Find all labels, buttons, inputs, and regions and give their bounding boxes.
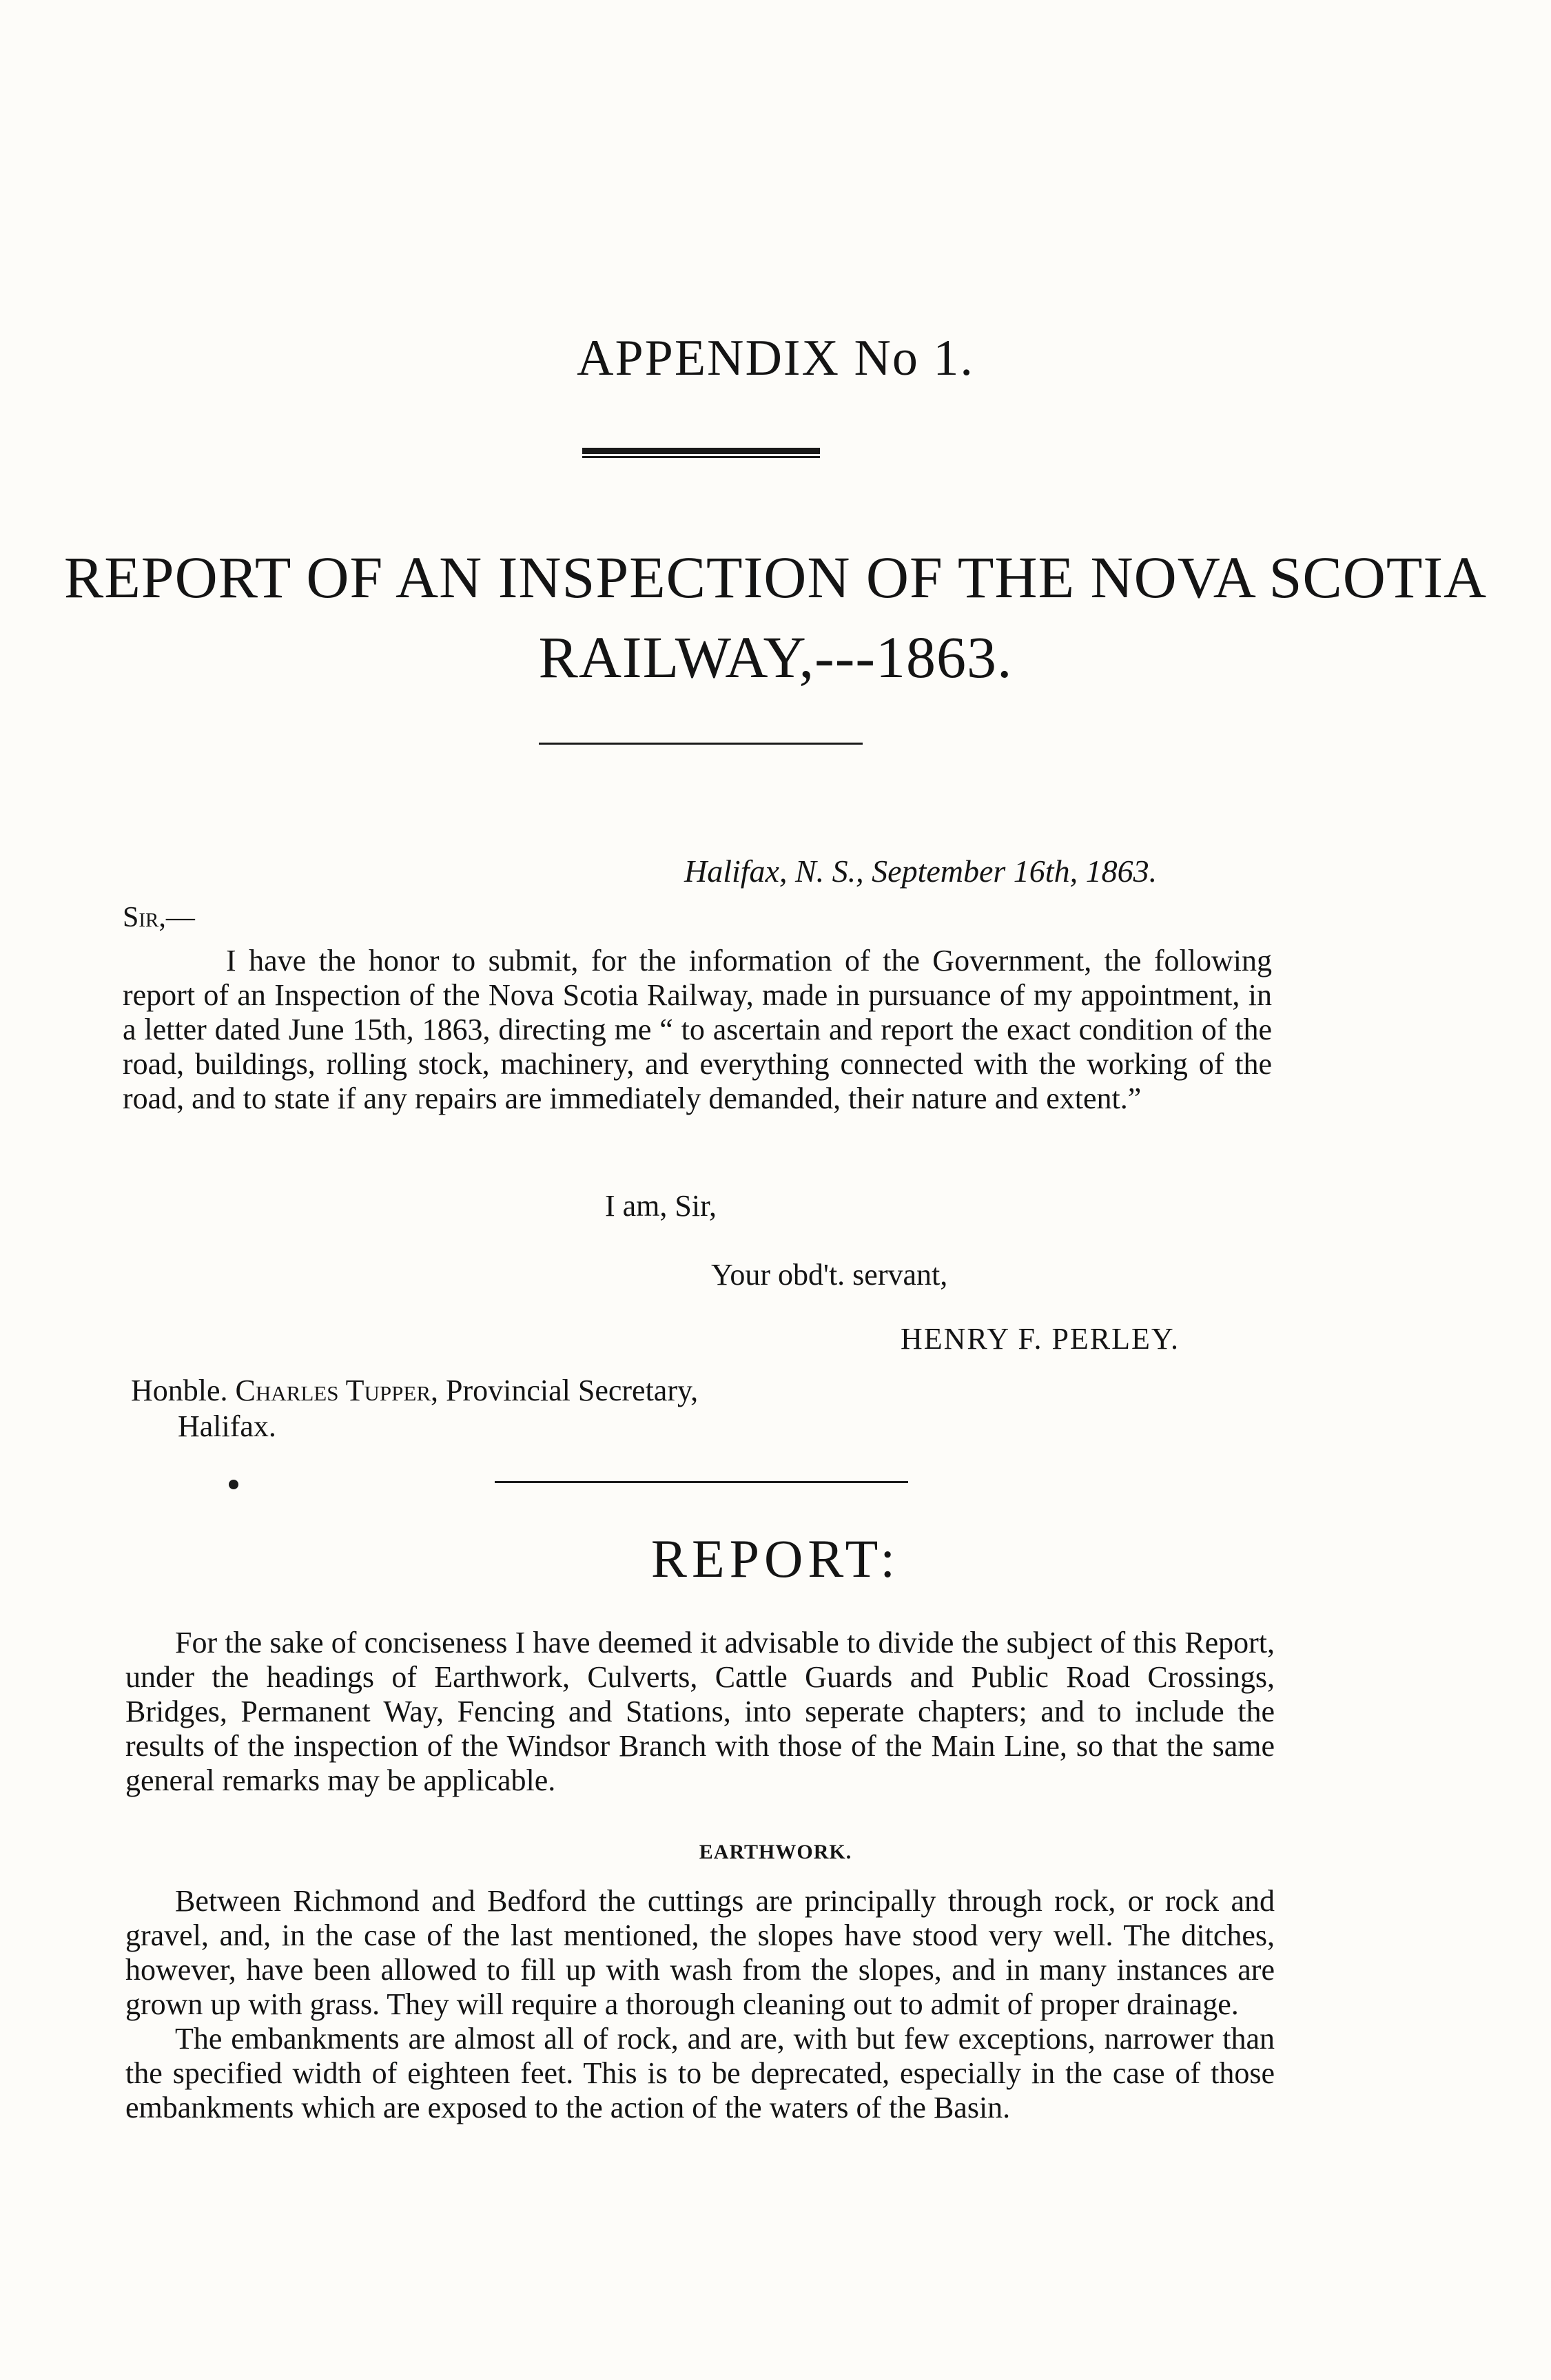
report-title <box>0 537 1551 697</box>
bullet-mark <box>229 1480 238 1489</box>
letter-salutation: Sir,— <box>123 902 195 933</box>
report-heading: REPORT: <box>650 1529 901 1589</box>
double-rule <box>582 448 820 458</box>
letter-dateline: Halifax, N. S., September 16th, 1863. <box>684 853 1158 889</box>
addressee-name: Charles Tupper <box>235 1374 431 1407</box>
section-heading-earthwork: EARTHWORK. <box>699 1841 852 1863</box>
earthwork-paragraph-2: The embankments are almost all of rock, and are, with but few exceptions, narrower than the specified width of eighteen feet. This is to be deprecated, especially in the case of those embankments which are exposed to the action of the waters of the Basin. <box>125 2022 1275 2124</box>
letter-addressee <box>131 1373 698 1445</box>
letter-closing-servant: Your obd't. servant, <box>711 1258 948 1292</box>
report-intro-paragraph: For the sake of conciseness I have deemed it advisable to divide the subject of this Report, under the headings of Earthwork, Culverts, Cattle Guards and Public Road Crossings, Bridges, Permanent Way, Fencing and Stations, into seperate chapters; and to include the results of the inspection of the Windsor Branch with those of the Main Line, so that the same general remarks may be applicable. <box>125 1626 1275 1797</box>
addressee-prefix: Honble. <box>131 1374 228 1407</box>
letter-signature: HENRY F. PERLEY. <box>901 1322 1180 1356</box>
addressee-title: , Provincial Secretary, <box>431 1374 699 1407</box>
earthwork-paragraph-1: Between Richmond and Bedford the cuttings are principally through rock, or rock and gravel, and, in the case of the last mentioned, the slopes have stood very well. The ditches, however, have been allowed to fill up with wash from the slopes, and in many instances are grown up with grass. They will require a thorough cleaning out to admit of proper drainage. <box>125 1884 1275 2021</box>
report-title-line-1: REPORT OF AN INSPECTION OF THE NOVA SCOTIA <box>63 544 1488 610</box>
report-title-line-2: RAILWAY,---1863. <box>538 624 1013 690</box>
letter-closing: I am, Sir, <box>605 1189 717 1223</box>
letter-body: I have the honor to submit, for the information of the Government, the following report of an Inspection of the Nova Scotia Railway, made in pursuance of my appointment, in a letter dated June 15th, 1863, directing me “ to ascertain and report the exact condition of the road, buildings, rolling stock, machinery, and everything connected with the working of the road, and to state if any repairs are immediately demanded, their nature and extent.” <box>123 944 1272 1115</box>
addressee-city: Halifax. <box>178 1409 276 1443</box>
appendix-heading: APPENDIX No 1. <box>577 330 974 386</box>
divider-rule <box>539 743 863 745</box>
divider-rule-2 <box>495 1481 908 1483</box>
